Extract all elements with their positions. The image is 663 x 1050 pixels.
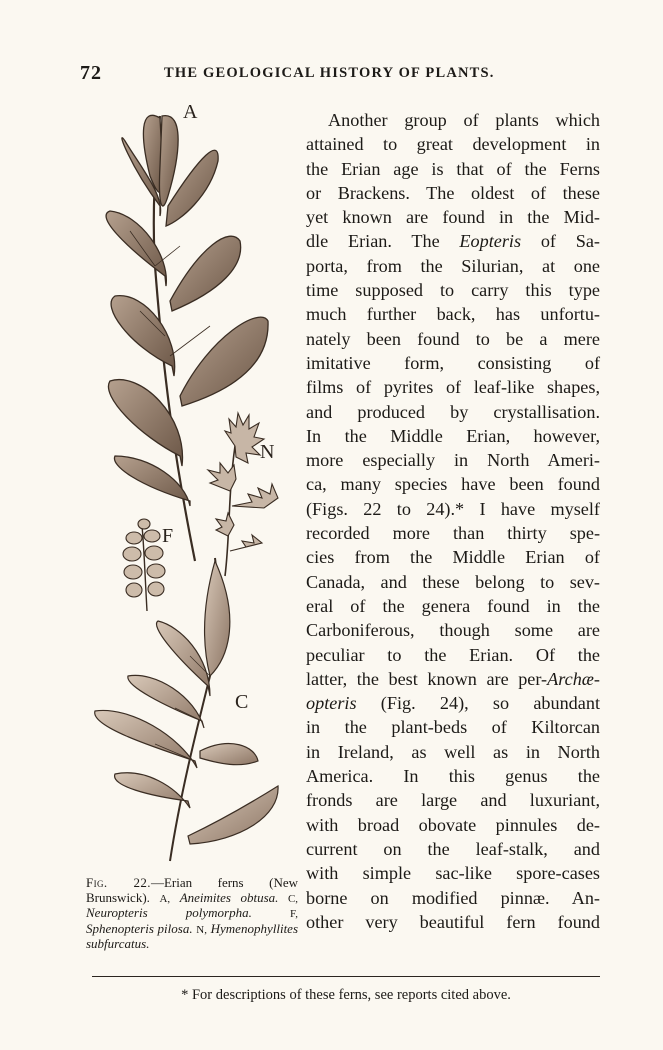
caption-c-name: Neuropteris polymorpha. [86, 905, 252, 921]
text-line: with simple sac-like spore-cases [306, 863, 600, 884]
text-line: fronds are large and luxuriant, [306, 790, 600, 811]
text-line-archae [306, 667, 600, 691]
text-fragment: dle Erian. The [306, 231, 460, 252]
text-line: porta, from the Silurian, at one [306, 255, 600, 276]
fern-engraving [70, 96, 300, 876]
caption-f-label: F, [290, 908, 298, 921]
text-line: other very beautiful fern found [306, 911, 600, 932]
text-line: America. In this genus the [306, 766, 600, 787]
text-fragment: latter, the best known are per- [306, 668, 548, 689]
text-line: with broad obovate pinnules de- [306, 814, 600, 835]
text-line: more especially in North Ameri- [306, 450, 600, 471]
footnote-rule [92, 976, 600, 977]
text-line: nately been found to be a mere [306, 328, 600, 349]
caption-a-name: Aneimites obtusa. [179, 889, 279, 905]
text-line: imitative form, consisting of [306, 352, 600, 373]
figure-caption [86, 876, 298, 952]
italic-opteris: opteris [306, 693, 357, 714]
text-line: in the plant-beds of Kiltorcan [306, 717, 600, 738]
caption-n-name: Hymenophyllites subfurcatus. [86, 920, 299, 952]
text-line: and produced by crystallisation. [306, 401, 600, 422]
page-number: 72 [80, 62, 102, 84]
text-line-opteris [306, 691, 600, 715]
text-fragment: (Fig. 24), so abundant [356, 693, 600, 714]
text-line: attained to great development in [306, 134, 600, 155]
text-line: yet known are found in the Mid- [306, 207, 600, 228]
text-line: time supposed to carry this type [306, 280, 600, 301]
caption-c-label: C, [287, 892, 299, 905]
text-line: (Figs. 22 to 24).* I have myself [306, 498, 600, 519]
text-line: current on the leaf-stalk, and [306, 838, 600, 859]
text-line: recorded more than thirty spe- [306, 523, 600, 544]
text-line: films of pyrites of leaf-like shapes, [306, 377, 600, 398]
specimen-c [95, 558, 278, 861]
text-fragment: of Sa- [521, 231, 600, 252]
caption-f-name: Sphenopteris pilosa. [86, 920, 193, 936]
text-line: borne on modified pinnæ. An- [306, 887, 600, 908]
caption-n-label: N, [196, 923, 207, 936]
italic-eopteris: Eopteris [459, 231, 522, 252]
text-line: the Erian age is that of the Ferns [306, 158, 600, 179]
specimen-a [106, 115, 268, 561]
text-line: Canada, and these belong to sev- [306, 571, 600, 592]
label-c: C [235, 691, 249, 713]
caption-a-label: A, [159, 892, 171, 905]
label-a: A [183, 101, 198, 123]
running-title: THE GEOLOGICAL HISTORY OF PLANTS. [164, 65, 495, 81]
page-header [0, 62, 663, 86]
text-line: in Ireland, as well as in North [306, 741, 600, 762]
footnote: * For descriptions of these ferns, see reports cited above. [181, 987, 511, 1003]
text-line: ca, many species have been found [306, 474, 600, 495]
label-n: N [260, 441, 275, 463]
text-line: cies from the Middle Erian of [306, 547, 600, 568]
text-line: eral of the genera found in the [306, 595, 600, 616]
text-line-eopteris [306, 229, 600, 253]
body-paragraph [306, 108, 600, 934]
label-f: F [162, 525, 174, 547]
specimen-n [208, 413, 278, 576]
caption-title: —Erian ferns (New Brunswick). [86, 875, 298, 905]
text-line: Another group of plants which [328, 110, 600, 130]
text-line: peculiar to the Erian. Of the [306, 644, 600, 665]
text-line: In the Middle Erian, however, [306, 425, 600, 446]
specimen-f [123, 519, 165, 611]
text-line: Carboniferous, though some are [306, 620, 600, 641]
text-line: or Brackens. The oldest of these [306, 182, 600, 203]
caption-fig-label: Fig. 22. [86, 875, 151, 890]
fern-illustration [70, 96, 300, 876]
text-line: much further back, has unfortu- [306, 304, 600, 325]
italic-archae: Archæ- [547, 668, 600, 689]
